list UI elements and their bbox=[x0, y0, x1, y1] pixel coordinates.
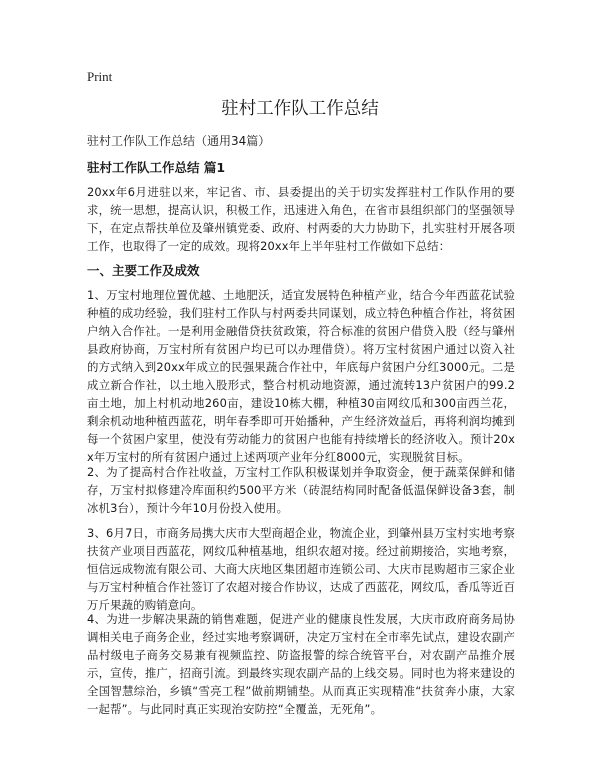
body-paragraph-1: 1、万宝村地理位置优越、土地肥沃，适宜发展特色种植产业，结合今年西蓝花试验种植的成功经验，我们驻村工作队与村两委共同谋划，成立特色种植合作社，将贫困户纳入合作社。一是利用金融借贷扶贫政策，符合标准的贫困户借贷入股（经与肇州县政府协商，万宝村所有贫困户均已可以办理借贷）。将万宝村贫困户通过以资入社的方式纳入到20xx年成立的民强果蔬合作社中，年底每户贫困户分红3000元。二是成立新合作社，以土地入股形式，整合村机动地资源，通过流转13户贫困户的99.2亩土地，加上村机动地260亩，建设10栋大棚，种植30亩网纹瓜和300亩西兰花，剩余机动地种植西蓝花，明年春季即可开始播种，产生经济效益后，再将利润均摊到每一个贫困户家里，使没有劳动能力的贫困户也能有持续增长的经济收入。预计20xx年万宝村的所有贫困户通过上述两项产业年分红8000元，实现脱贫目标。 bbox=[87, 288, 515, 464]
document-title: 驻村工作队工作总结 bbox=[221, 99, 379, 119]
document-subtitle: 驻村工作队工作总结（通用34篇） bbox=[87, 134, 271, 148]
section-title: 驻村工作队工作总结 篇1 bbox=[87, 160, 226, 175]
body-paragraph-2: 2、为了提高村合作社收益，万宝村工作队积极谋划并争取资金，便于蔬菜保鲜和储存，万宝村拟修建冷库面积约500平方米（砖混结构同时配备低温保鲜设备3套，制冰机3台），预计今年10月份投入使用。 bbox=[87, 465, 515, 515]
body-paragraph-3: 3、6月7日，市商务局携大庆市大型商超企业，物流企业，到肇州县万宝村实地考察扶贫产业项目西蓝花，网纹瓜种植基地，组织农超对接。经过前期接洽，实地考察，恒信远成物流有限公司、大商大庆地区集团超市连锁公司、大庆市昆购超市三家企业与万宝村种植合作社签订了农超对接合作协议，达成了西蓝花，网纹瓜，香瓜等近百万斤果蔬的购销意向。 bbox=[87, 526, 515, 612]
intro-paragraph: 20xx年6月进驻以来，牢记省、市、县委提出的关于切实发挥驻村工作队作用的要求，统一思想，提高认识，积极工作，迅速进入角色，在省市县组织部门的坚强领导下，在定点帮扶单位及肇州镇党委、政府、村两委的大力协助下，扎实驻村开展各项工作，也取得了一定的成效。现将20xx年上半年驻村工作做如下总结： bbox=[87, 185, 515, 253]
print-link[interactable]: Print bbox=[87, 69, 113, 84]
body-paragraph-4: 4、为进一步解决果蔬的销售难题，促进产业的健康良性发展，大庆市政府商务局协调相关电子商务企业，经过实地考察调研，决定万宝村在全市率先试点，建设农副产品村级电子商务交易兼有视频监控、防盗报警的综合统管平台，对农副产品推介展示，宣传，推广，招商引流。到最终实现农副产品的上线交易。同时也为将来建设的全国智慧综治，乡镇“雪亮工程”做前期铺垫。从而真正实现精准“扶贫奔小康，大家一起帮”。与此同时真正实现治安防控“全覆盖，无死角”。 bbox=[87, 612, 515, 716]
section-heading-main-work: 一、主要工作及成效 bbox=[87, 263, 200, 278]
